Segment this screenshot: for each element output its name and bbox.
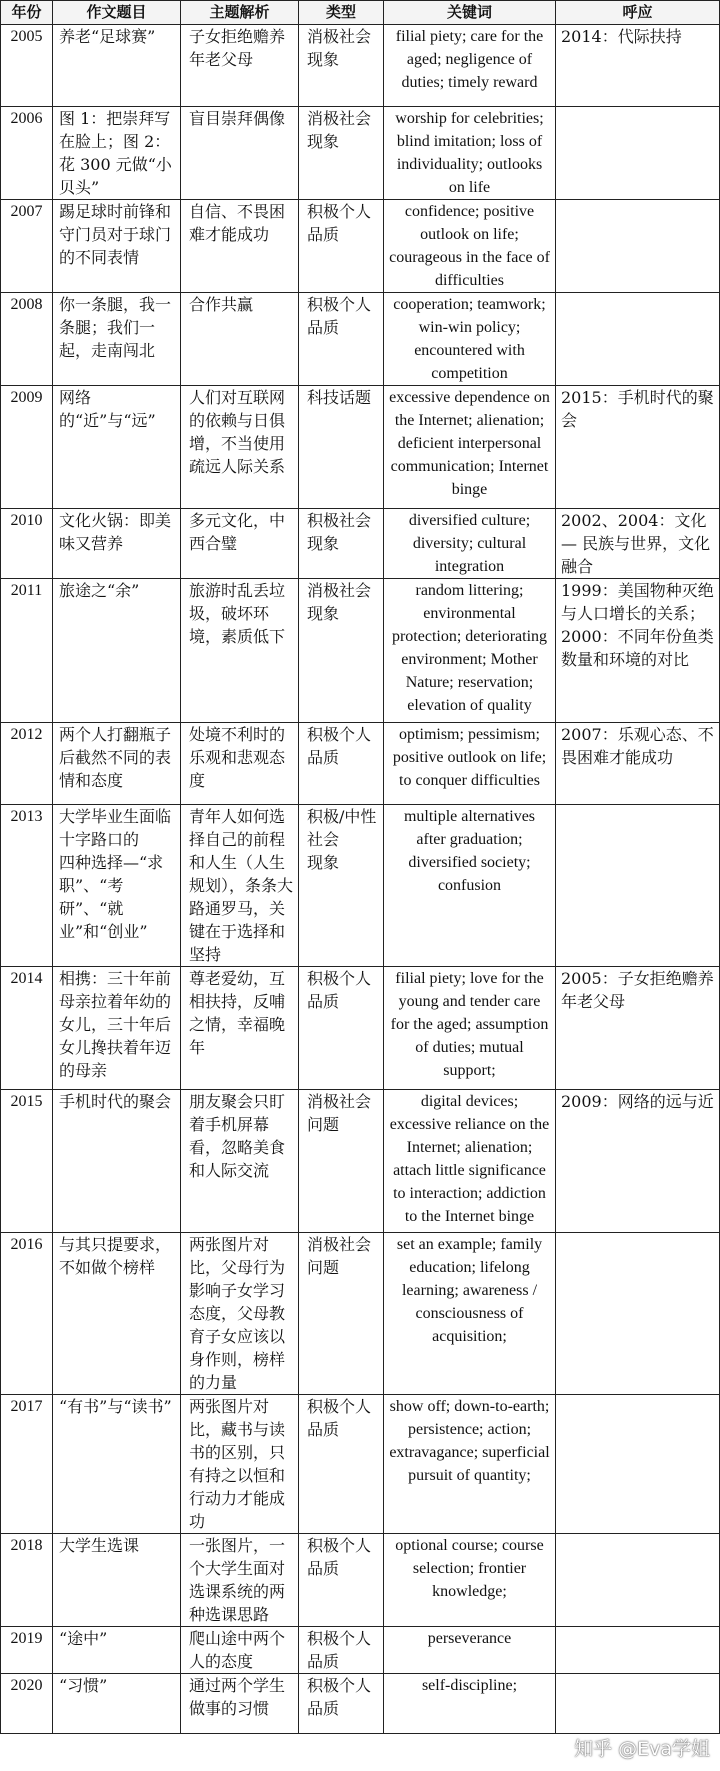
keywords-cell: excessive dependence on the Internet; alienation; deficient interpersonal communication; Internet binge — [384, 386, 556, 509]
keywords-cell: filial piety; love for the young and tender care for the aged; assumption of duties; mutual support; — [384, 967, 556, 1090]
header-echo: 呼应 — [556, 1, 720, 25]
echo-cell: 2007：乐观心态、不畏困难才能成功 — [556, 723, 720, 805]
keywords-cell: optimism; pessimism; positive outlook on life; to conquer difficulties — [384, 723, 556, 805]
analysis-cell: 旅游时乱丢垃圾，破坏环境，素质低下 — [181, 579, 299, 723]
echo-cell: 2005：子女拒绝赡养年老父母 — [556, 967, 720, 1090]
keywords-cell: cooperation; teamwork; win-win policy; encountered with competition — [384, 293, 556, 386]
echo-cell — [556, 107, 720, 200]
year-cell: 2017 — [1, 1395, 53, 1534]
keywords-cell: worship for celebrities; blind imitation; loss of individuality; outlooks on life — [384, 107, 556, 200]
keywords-cell: optional course; course selection; frontier knowledge; — [384, 1534, 556, 1627]
analysis-cell: 自信、不畏困难才能成功 — [181, 200, 299, 293]
type-cell: 消极社会问题 — [299, 1233, 384, 1395]
echo-cell: 2014：代际扶持 — [556, 25, 720, 107]
keywords-cell: multiple alternatives after graduation; — [384, 805, 556, 852]
topic-cell: “习惯” — [53, 1674, 181, 1734]
table-row — [1, 107, 720, 200]
type-cell: 现象 — [299, 851, 384, 967]
table-row — [1, 723, 720, 805]
analysis-cell: 青年人如何选择自己的前程 — [181, 805, 299, 852]
year-cell: 2007 — [1, 200, 53, 293]
echo-cell — [556, 1534, 720, 1627]
echo-cell — [556, 1627, 720, 1674]
topic-cell: 文化火锅：即美味又营养 — [53, 509, 181, 579]
table-row — [1, 1674, 720, 1734]
table-row — [1, 25, 720, 107]
keywords-cell: filial piety; care for the aged; negligence of duties; timely reward — [384, 25, 556, 107]
analysis-cell: 多元文化，中西合璧 — [181, 509, 299, 579]
table-row — [1, 1233, 720, 1395]
topic-cell: 你一条腿，我一条腿；我们一起，走南闯北 — [53, 293, 181, 386]
keywords-cell: digital devices; excessive reliance on the Internet; alienation; attach little significance to interaction; addiction to the Internet binge — [384, 1090, 556, 1233]
type-cell: 科技话题 — [299, 386, 384, 509]
echo-cell — [556, 1395, 720, 1534]
type-cell: 消极社会问题 — [299, 1090, 384, 1233]
analysis-cell: 朋友聚会只盯着手机屏幕看，忽略美食和人际交流 — [181, 1090, 299, 1233]
year-cell: 2006 — [1, 107, 53, 200]
table-row — [1, 200, 720, 293]
analysis-cell: 和人生（人生规划），条条大路通罗马，关键在于选择和坚持 — [181, 851, 299, 967]
table-row — [1, 1627, 720, 1674]
year-cell: 2014 — [1, 967, 53, 1090]
year-cell: 2012 — [1, 723, 53, 805]
analysis-cell: 两张图片对比，父母行为影响子女学习态度，父母教育子女应该以身作则，榜样的力量 — [181, 1233, 299, 1395]
year-cell: 2009 — [1, 386, 53, 509]
echo-cell — [556, 805, 720, 852]
table-row — [1, 851, 720, 967]
topic-cell: 养老“足球赛” — [53, 25, 181, 107]
year-cell: 2008 — [1, 293, 53, 386]
topic-cell: 四种选择—“求职”、“考研”、“就业”和“创业” — [53, 851, 181, 967]
year-cell: 2010 — [1, 509, 53, 579]
topic-cell: 相携：三十年前母亲拉着年幼的女儿，三十年后女儿搀扶着年迈的母亲 — [53, 967, 181, 1090]
type-cell: 消极社会现象 — [299, 25, 384, 107]
year-cell: 2011 — [1, 579, 53, 723]
keywords-cell: show off; down-to-earth; persistence; action; extravagance; superficial pursuit of quantity; — [384, 1395, 556, 1534]
topic-cell: “途中” — [53, 1627, 181, 1674]
header-analysis: 主题解析 — [181, 1, 299, 25]
echo-cell: 2002、2004：文化 — 民族与世界，文化融合 — [556, 509, 720, 579]
analysis-cell: 两张图片对比，藏书与读书的区别，只有持之以恒和行动力才能成功 — [181, 1395, 299, 1534]
table-row — [1, 1090, 720, 1233]
year-cell: 2016 — [1, 1233, 53, 1395]
analysis-cell: 通过两个学生做事的习惯 — [181, 1674, 299, 1734]
topic-cell: 踢足球时前锋和守门员对于球门的不同表情 — [53, 200, 181, 293]
type-cell: 积极个人品质 — [299, 723, 384, 805]
echo-cell — [556, 1674, 720, 1734]
topic-cell: 大学生选课 — [53, 1534, 181, 1627]
analysis-cell: 尊老爱幼，互相扶持，反哺之情，幸福晚年 — [181, 967, 299, 1090]
topic-cell: 旅途之“余” — [53, 579, 181, 723]
type-cell: 积极个人品质 — [299, 967, 384, 1090]
table-row — [1, 967, 720, 1090]
table-row — [1, 1395, 720, 1534]
type-cell: 积极个人品质 — [299, 1627, 384, 1674]
keywords-cell: set an example; family education; lifelong learning; awareness / consciousness of acquisition; — [384, 1233, 556, 1395]
echo-cell: 2015：手机时代的聚会 — [556, 386, 720, 509]
topic-cell: 手机时代的聚会 — [53, 1090, 181, 1233]
analysis-cell: 盲目崇拜偶像 — [181, 107, 299, 200]
type-cell: 积极社会现象 — [299, 509, 384, 579]
year-cell: 2018 — [1, 1534, 53, 1627]
year-cell: 2013 — [1, 805, 53, 852]
type-cell: 积极/中性社会 — [299, 805, 384, 852]
header-year: 年份 — [1, 1, 53, 25]
echo-cell — [556, 851, 720, 967]
analysis-cell: 合作共赢 — [181, 293, 299, 386]
keywords-cell: confidence; positive outlook on life; courageous in the face of difficulties — [384, 200, 556, 293]
year-cell: 2019 — [1, 1627, 53, 1674]
echo-cell: 1999：美国物种灭绝与人口增长的关系；2000：不同年份鱼类数量和环境的对比 — [556, 579, 720, 723]
header-row — [1, 1, 720, 25]
type-cell: 积极个人品质 — [299, 293, 384, 386]
year-cell: 2020 — [1, 1674, 53, 1734]
type-cell: 消极社会现象 — [299, 579, 384, 723]
year-cell — [1, 851, 53, 967]
table-row — [1, 509, 720, 579]
echo-cell — [556, 1233, 720, 1395]
type-cell: 消极社会现象 — [299, 107, 384, 200]
year-cell: 2005 — [1, 25, 53, 107]
table-row — [1, 386, 720, 509]
analysis-cell: 处境不利时的乐观和悲观态度 — [181, 723, 299, 805]
keywords-cell: diversified culture; diversity; cultural integration — [384, 509, 556, 579]
topic-cell: 大学毕业生面临十字路口的 — [53, 805, 181, 852]
table-row — [1, 1534, 720, 1627]
keywords-cell: diversified society; confusion — [384, 851, 556, 967]
type-cell: 积极个人品质 — [299, 1674, 384, 1734]
header-type: 类型 — [299, 1, 384, 25]
table-row — [1, 805, 720, 852]
table-row — [1, 579, 720, 723]
topic-cell: “有书”与“读书” — [53, 1395, 181, 1534]
analysis-cell: 一张图片，一个大学生面对选课系统的两种选课思路 — [181, 1534, 299, 1627]
watermark: 知乎 @Eva学姐 — [574, 1738, 710, 1760]
table-header — [1, 1, 720, 25]
keywords-cell: self-discipline; — [384, 1674, 556, 1734]
topic-cell: 网络的“近”与“远” — [53, 386, 181, 509]
analysis-cell: 子女拒绝赡养年老父母 — [181, 25, 299, 107]
header-keywords: 关键词 — [384, 1, 556, 25]
analysis-cell: 爬山途中两个人的态度 — [181, 1627, 299, 1674]
analysis-cell: 人们对互联网的依赖与日俱增，不当使用疏远人际关系 — [181, 386, 299, 509]
year-cell: 2015 — [1, 1090, 53, 1233]
table-row — [1, 293, 720, 386]
table-body — [1, 25, 720, 1734]
topic-cell: 图 1：把崇拜写在脸上；图 2：花 300 元做“小贝头” — [53, 107, 181, 200]
type-cell: 积极个人品质 — [299, 1534, 384, 1627]
keywords-cell: perseverance — [384, 1627, 556, 1674]
type-cell: 积极个人品质 — [299, 200, 384, 293]
echo-cell: 2009：网络的远与近 — [556, 1090, 720, 1233]
topic-cell: 两个人打翻瓶子后截然不同的表情和态度 — [53, 723, 181, 805]
type-cell: 积极个人品质 — [299, 1395, 384, 1534]
keywords-cell: random littering; environmental protection; deteriorating environment; Mother Nature; reservation; elevation of quality — [384, 579, 556, 723]
echo-cell — [556, 200, 720, 293]
echo-cell — [556, 293, 720, 386]
header-topic: 作文题目 — [53, 1, 181, 25]
topic-cell: 与其只提要求，不如做个榜样 — [53, 1233, 181, 1395]
